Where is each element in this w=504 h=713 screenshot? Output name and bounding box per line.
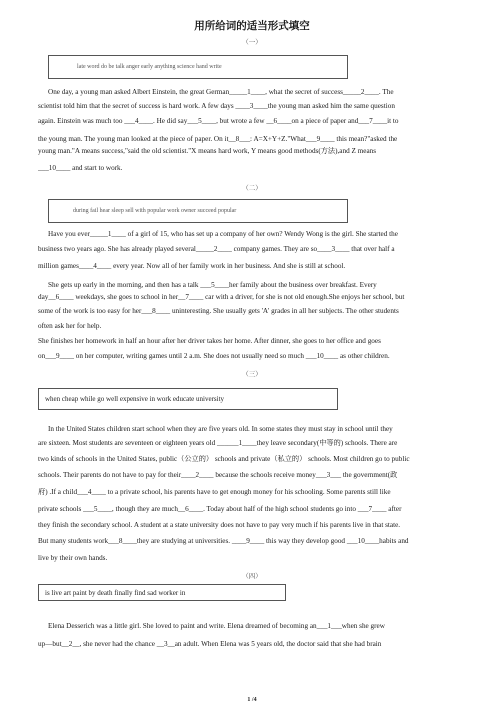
- s3-line: private schools ___5____, though they are much__6____. Today about half of the high school students go into ___7____ after: [38, 505, 402, 513]
- s3-line: live by their own hands.: [38, 554, 108, 562]
- s3-line: two kinds of schools in the United States, public（公立的） schools and private（私立的） schools. Most children go to public: [38, 455, 410, 463]
- s2-line: day__6____ weekdays, she goes to school in her__7____ car with a driver, for she is not old enough.She enjoys her school, but: [38, 293, 405, 301]
- section-3-header: （三）: [242, 371, 262, 378]
- section-3-word-box: when cheap while go well expensive in work educate university: [38, 388, 338, 410]
- section-4-header: （四）: [242, 573, 262, 580]
- s2-line: She finishes her homework in half an hour after her driver takes her home. After dinner, she goes to her office and goes: [38, 337, 381, 345]
- s2-line: on___9____ on her computer, writing games until 2 a.m. She does not usually need so much ___10____ as other children.: [38, 352, 390, 360]
- s4-line: up—but__2__, she never had the chance __3__an adult. When Elena was 5 years old, the doctor said that she had brain: [38, 640, 382, 648]
- s4-line: Elena Desserich was a little girl. She loved to paint and write. Elena dreamed of becoming an___1___when she grew: [48, 622, 385, 630]
- s1-line: ___10____ and start to work.: [38, 164, 123, 172]
- s3-line: 府) .If a child___4____ to a private school, his parents have to get enough money for his schooling. Some parents still like: [38, 488, 391, 496]
- page-number: 1 /4: [247, 697, 257, 703]
- s1-line: scientist told him that the secret of success is hard work. A few days ____3____the young man asked him the same question: [38, 102, 395, 110]
- section-2-word-box: during fail hear sleep sell with popular work owner succeed popular: [48, 199, 348, 223]
- s1-line: again. Einstein was much too ___4____. He did say___5____, but wrote a few __6____on a piece of paper and___7____it to: [38, 117, 399, 125]
- s3-line: In the United States children start school when they are five years old. In some states they must stay in school until they: [48, 425, 393, 433]
- s3-line: they finish the secondary school. A student at a state university does not have to pay very much if his parents live in that state.: [38, 521, 401, 529]
- s1-line: One day, a young man asked Albert Einstein, the great German_____1____, what the secret of success_____2____. The: [48, 88, 394, 96]
- s3-line: are sixteen. Most students are seventeen or eighteen years old ______1____they leave secondary(中等的) schools. There are: [38, 439, 398, 447]
- s1-line: young man."A means success,"said the old scientist."X means hard work, Y means good methods(方法),and Z means: [38, 147, 377, 155]
- s3-line: schools. Their parents do not have to pay for their____2____ because the schools receive money___3___ the government(政: [38, 471, 398, 479]
- section-4-word-box: is live art paint by death finally find sad worker in: [38, 584, 286, 601]
- section-2-header: （二）: [242, 185, 262, 192]
- s3-line: But many students work___8____they are studying at universities. ____9____ this way they develop good ___10____habits and: [38, 537, 409, 545]
- s2-line: business two years ago. She has already played several_____2____ company games. They are so____3____ that over half a: [38, 245, 395, 253]
- s2-line: She gets up early in the morning, and then has a talk ___5____her family about the business over breakfast. Every: [48, 281, 377, 289]
- section-1-header: （一）: [242, 39, 262, 46]
- section-1-word-box: late word do be talk anger early anything science hand write: [48, 55, 348, 79]
- s1-line: the young man. The young man looked at the piece of paper. On it__8___: A=X+Y+Z."What___9____ this mean?"asked the: [38, 135, 398, 143]
- s2-line: some of the work is too easy for her___8____ uninteresting. She usually gets 'A' grades in all her subjects. The other students: [38, 307, 399, 315]
- page-title: 用所给词的适当形式填空: [194, 20, 310, 32]
- s2-line: often ask her for help.: [38, 322, 102, 330]
- s2-line: million games____4____ every year. Now all of her family work in her business. And she is still at school.: [38, 262, 346, 270]
- s2-line: Have you ever_____1____ of a girl of 15, who has set up a company of her own? Wendy Wong is the girl. She started the: [48, 230, 398, 238]
